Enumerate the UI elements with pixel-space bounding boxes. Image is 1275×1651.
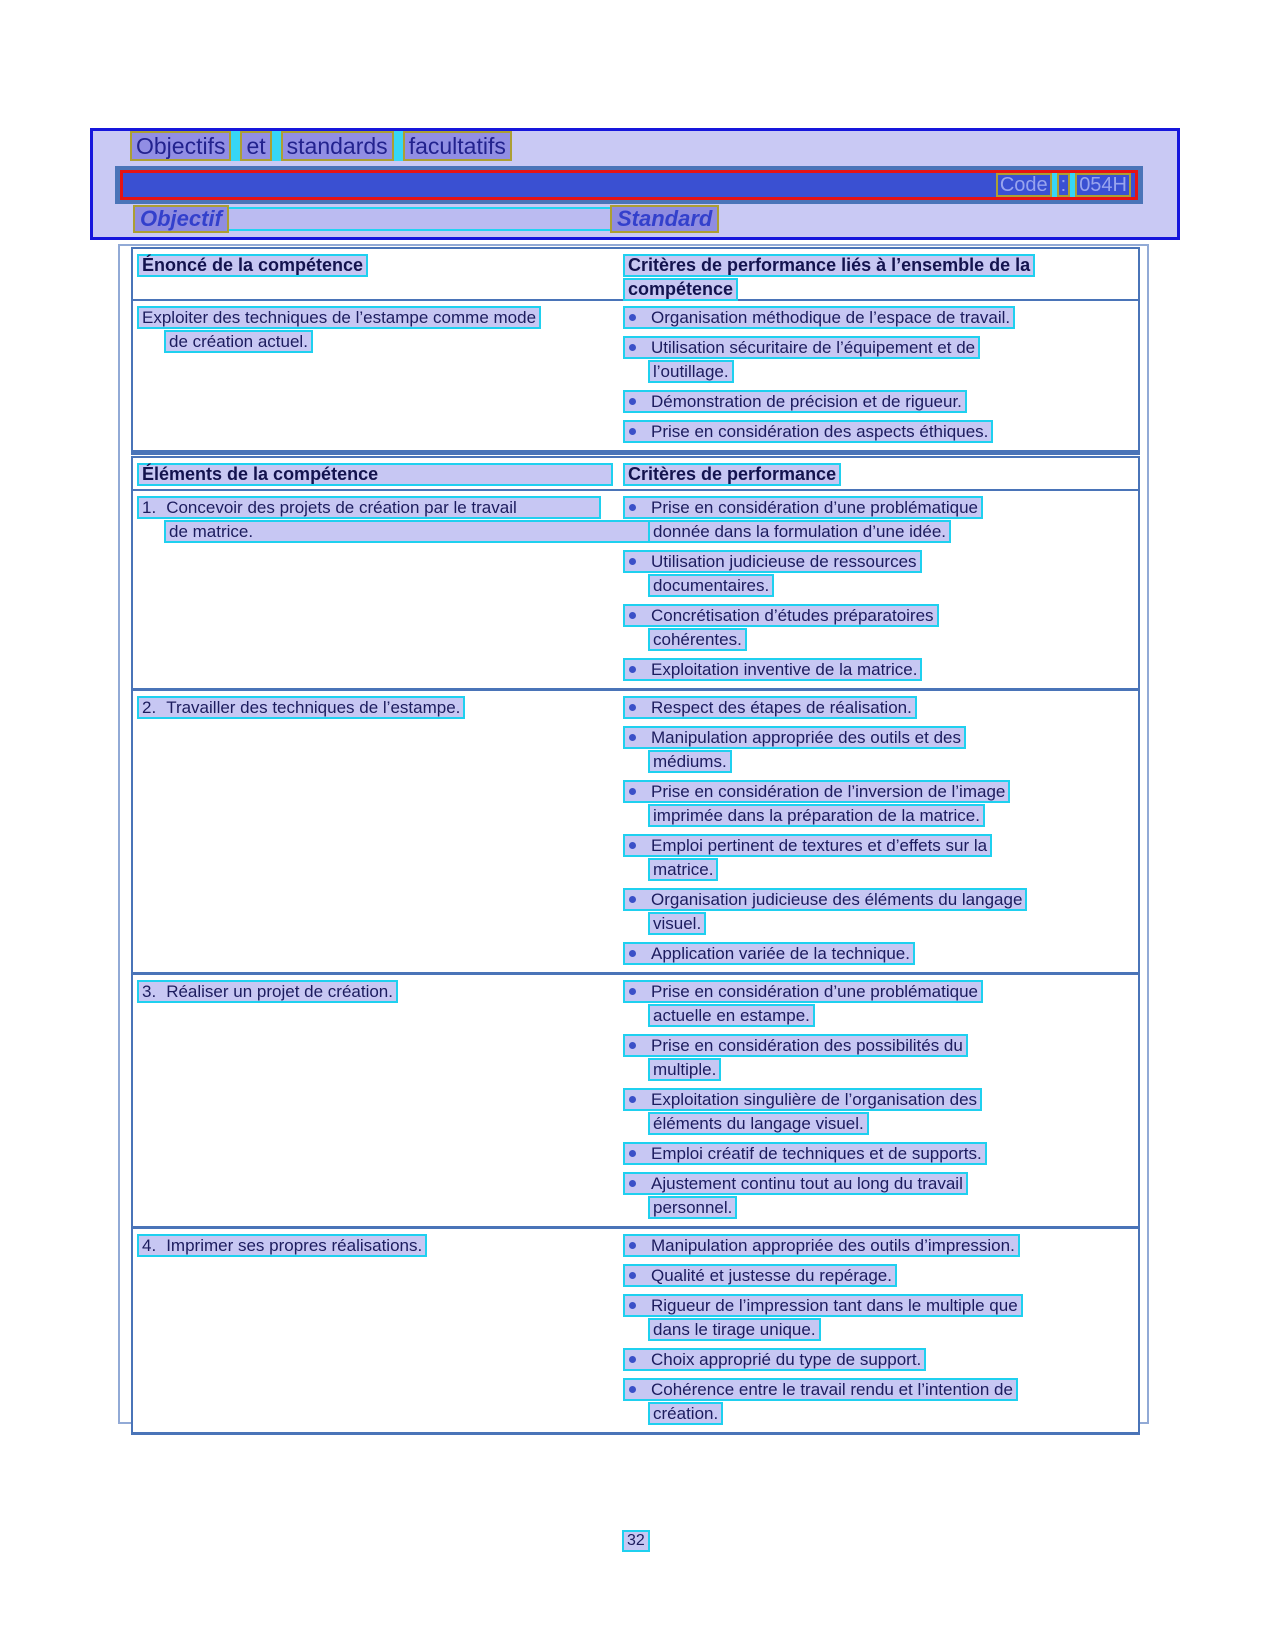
text-highlight	[648, 858, 718, 881]
criteria-line	[623, 1402, 1138, 1426]
text-highlight	[648, 1112, 869, 1135]
table-row	[133, 301, 1138, 450]
criteria-bullet	[623, 336, 1138, 384]
objectif-header: Objectif	[133, 205, 229, 233]
header-cell-left	[133, 458, 617, 489]
bullet-dot-icon	[629, 1180, 636, 1187]
statement-text: de création actuel.	[169, 332, 308, 351]
criteria-line	[623, 1294, 1138, 1318]
criteria-line	[623, 496, 1138, 520]
criteria-cell	[617, 1229, 1138, 1432]
criteria-text: Organisation méthodique de l’espace de travail.	[651, 308, 1011, 327]
criteria-bullet	[623, 390, 1138, 414]
text-highlight	[623, 1142, 987, 1165]
bullet-dot-icon	[629, 1096, 636, 1103]
criteria-text: matrice.	[653, 860, 714, 879]
text-highlight	[623, 696, 917, 719]
bullet-dot-icon	[629, 666, 636, 673]
criteria-text: Organisation judicieuse des éléments du langage	[651, 890, 1023, 909]
bullet-dot-icon	[629, 704, 636, 711]
document-title	[130, 131, 512, 161]
standard-header: Standard	[610, 205, 719, 233]
text-highlight	[623, 1088, 982, 1111]
text-highlight	[623, 550, 922, 573]
criteria-text: Manipulation appropriée des outils et des	[651, 728, 961, 747]
criteria-text: création.	[653, 1404, 719, 1423]
criteria-bullet	[623, 306, 1138, 330]
text-highlight	[623, 780, 1010, 803]
criteria-text: personnel.	[653, 1198, 733, 1217]
criteria-text: cohérentes.	[653, 630, 742, 649]
criteria-text: Emploi pertinent de textures et d’effets sur la	[651, 836, 988, 855]
word-gap-marker	[272, 131, 281, 161]
criteria-line	[623, 780, 1138, 804]
statement-line	[137, 980, 617, 1004]
bullet-dot-icon	[629, 988, 636, 995]
criteria-bullet	[623, 888, 1138, 936]
criteria-line	[623, 696, 1138, 720]
criteria-line	[623, 658, 1138, 682]
statement-cell	[133, 691, 617, 972]
text-highlight	[648, 1196, 737, 1219]
criteria-bullet	[623, 834, 1138, 882]
text-highlight	[648, 1318, 821, 1341]
text-highlight: 32	[622, 1530, 650, 1552]
bullet-dot-icon	[629, 788, 636, 795]
criteria-text: donnée dans la formulation d’une idée.	[653, 522, 946, 541]
text-highlight	[623, 496, 983, 519]
item-number: 2.	[142, 698, 157, 717]
criteria-bullet	[623, 696, 1138, 720]
criteria-text: Prise en considération d’une problématique	[651, 982, 978, 1001]
text-highlight	[623, 336, 980, 359]
criteria-bullet	[623, 550, 1138, 598]
text-highlight	[623, 1294, 1023, 1317]
text-highlight	[648, 628, 747, 651]
competence-table	[131, 247, 1140, 455]
bullet-dot-icon	[629, 504, 636, 511]
code-value	[120, 170, 1138, 200]
criteria-line	[623, 1318, 1138, 1342]
criteria-line	[623, 1234, 1138, 1258]
text-highlight	[137, 1234, 427, 1257]
text-highlight	[623, 1234, 1020, 1257]
item-number: 4.	[142, 1236, 157, 1255]
criteria-text: imprimée dans la préparation de la matrice.	[653, 806, 980, 825]
criteria-line	[623, 858, 1138, 882]
criteria-line	[623, 1196, 1138, 1220]
title-word: Objectifs	[130, 131, 231, 161]
criteria-text: Utilisation sécuritaire de l’équipement et de	[651, 338, 976, 357]
bullet-dot-icon	[629, 1302, 636, 1309]
elements-table	[131, 456, 1140, 1435]
criteria-line	[623, 520, 1138, 544]
text-highlight	[623, 980, 983, 1003]
criteria-text: Utilisation judicieuse de ressources	[651, 552, 917, 571]
text-highlight	[137, 980, 398, 1003]
text-highlight	[623, 1348, 926, 1371]
text-highlight	[623, 306, 1015, 329]
text-highlight: Énoncé de la compétence	[137, 254, 368, 277]
bullet-dot-icon	[629, 612, 636, 619]
text-highlight	[164, 330, 313, 353]
text-highlight	[623, 658, 922, 681]
criteria-line	[623, 1058, 1138, 1082]
text-highlight	[648, 1004, 815, 1027]
statement-text: Réaliser un projet de création.	[166, 982, 393, 1001]
criteria-bullet	[623, 604, 1138, 652]
criteria-bullet	[623, 780, 1138, 828]
criteria-text: Prise en considération de l’inversion de l’image	[651, 782, 1006, 801]
criteria-text: Ajustement continu tout au long du travail	[651, 1174, 963, 1193]
bullet-dot-icon	[629, 1242, 636, 1249]
text-highlight	[164, 520, 662, 543]
statement-cell	[133, 1229, 617, 1432]
criteria-line	[623, 604, 1138, 628]
title-word: et	[240, 131, 271, 161]
criteria-bullet	[623, 1234, 1138, 1258]
statement-text: Imprimer ses propres réalisations.	[166, 1236, 423, 1255]
statement-line	[137, 1234, 617, 1258]
criteria-line	[623, 1142, 1138, 1166]
bullet-dot-icon	[629, 1150, 636, 1157]
criteria-line	[623, 1112, 1138, 1136]
criteria-text: actuelle en estampe.	[653, 1006, 810, 1025]
criteria-text: Respect des étapes de réalisation.	[651, 698, 912, 717]
criteria-bullet	[623, 1264, 1138, 1288]
text-highlight: Critères de performance	[623, 463, 841, 486]
criteria-line	[623, 360, 1138, 384]
criteria-text: Démonstration de précision et de rigueur.	[651, 392, 962, 411]
code-word: :	[1057, 173, 1071, 197]
text-highlight	[623, 604, 939, 627]
bullet-dot-icon	[629, 1272, 636, 1279]
column-headers	[133, 205, 853, 235]
criteria-text: Emploi créatif de techniques et de supports.	[651, 1144, 982, 1163]
criteria-text: Qualité et justesse du repérage.	[651, 1266, 892, 1285]
text-highlight	[648, 1058, 721, 1081]
header-cell-right	[617, 458, 1138, 489]
criteria-line	[623, 550, 1138, 574]
criteria-bullet	[623, 420, 1138, 444]
text-highlight	[648, 912, 706, 935]
criteria-line	[623, 628, 1138, 652]
statement-line	[137, 496, 617, 520]
text-highlight	[648, 804, 985, 827]
statement-text: de matrice.	[169, 522, 254, 541]
code-bar	[115, 166, 1143, 204]
text-highlight	[137, 696, 465, 719]
criteria-text: éléments du langage visuel.	[653, 1114, 864, 1133]
bullet-dot-icon	[629, 1356, 636, 1363]
word-gap-marker	[394, 131, 403, 161]
criteria-bullet	[623, 496, 1138, 544]
criteria-line	[623, 390, 1138, 414]
criteria-line	[623, 1172, 1138, 1196]
bullet-dot-icon	[629, 558, 636, 565]
criteria-text: Prise en considération des possibilités du	[651, 1036, 963, 1055]
table-row	[133, 975, 1138, 1229]
statement-line	[137, 520, 617, 544]
statement-text: Travailler des techniques de l’estampe.	[166, 698, 461, 717]
text-highlight	[137, 306, 541, 329]
criteria-text: Choix approprié du type de support.	[651, 1350, 922, 1369]
criteria-line	[623, 726, 1138, 750]
bullet-dot-icon	[629, 950, 636, 957]
title-word: facultatifs	[403, 131, 512, 161]
text-highlight: compétence	[623, 278, 738, 301]
statement-text: Exploiter des techniques de l’estampe comme mode	[142, 308, 537, 327]
header-cell-right	[617, 249, 1138, 299]
criteria-text: médiums.	[653, 752, 727, 771]
criteria-bullet	[623, 1034, 1138, 1082]
code-word: Code	[996, 173, 1052, 197]
criteria-line	[623, 750, 1138, 774]
criteria-line	[623, 912, 1138, 936]
criteria-bullet	[623, 1088, 1138, 1136]
criteria-text: Prise en considération d’une problématique	[651, 498, 978, 517]
item-number: 3.	[142, 982, 157, 1001]
table-row	[133, 491, 1138, 691]
text-highlight: Critères de performance liés à l’ensemble de la	[623, 254, 1035, 277]
criteria-line	[623, 1034, 1138, 1058]
criteria-line	[623, 834, 1138, 858]
bullet-dot-icon	[629, 398, 636, 405]
criteria-text: visuel.	[653, 914, 702, 933]
bullet-dot-icon	[629, 344, 636, 351]
text-highlight	[137, 496, 601, 519]
criteria-text: dans le tirage unique.	[653, 1320, 816, 1339]
criteria-line	[623, 1264, 1138, 1288]
text-highlight	[648, 1402, 723, 1425]
bullet-dot-icon	[629, 734, 636, 741]
table-header-row	[133, 458, 1138, 491]
criteria-line	[623, 420, 1138, 444]
criteria-text: Concrétisation d’études préparatoires	[651, 606, 934, 625]
criteria-bullet	[623, 1348, 1138, 1372]
criteria-text: l’outillage.	[653, 362, 729, 381]
bullet-dot-icon	[629, 1386, 636, 1393]
criteria-text: Exploitation singulière de l’organisation des	[651, 1090, 978, 1109]
text-highlight: Éléments de la compétence	[137, 463, 613, 486]
criteria-bullet	[623, 980, 1138, 1028]
item-number: 1.	[142, 498, 157, 517]
statement-cell	[133, 491, 617, 688]
statement-cell	[133, 301, 617, 450]
criteria-line	[623, 1088, 1138, 1112]
text-highlight	[623, 1264, 897, 1287]
criteria-text: Manipulation appropriée des outils d’impression.	[651, 1236, 1015, 1255]
text-highlight	[623, 942, 915, 965]
statement-cell	[133, 975, 617, 1226]
bullet-dot-icon	[629, 314, 636, 321]
text-highlight	[648, 520, 951, 543]
criteria-cell	[617, 491, 1138, 688]
text-highlight	[623, 390, 967, 413]
criteria-text: documentaires.	[653, 576, 770, 595]
criteria-text: Prise en considération des aspects éthiques.	[651, 422, 989, 441]
criteria-line	[623, 942, 1138, 966]
bullet-dot-icon	[629, 842, 636, 849]
text-highlight	[623, 420, 993, 443]
criteria-cell	[617, 691, 1138, 972]
header-cell-left	[133, 249, 617, 299]
page-number	[622, 1530, 650, 1554]
statement-text: Concevoir des projets de création par le travail	[166, 498, 517, 517]
criteria-line	[623, 980, 1138, 1004]
criteria-line	[623, 1378, 1138, 1402]
statement-line	[137, 330, 617, 354]
criteria-line	[623, 804, 1138, 828]
text-highlight	[623, 888, 1027, 911]
criteria-text: Cohérence entre le travail rendu et l’intention de	[651, 1380, 1013, 1399]
table-header-row	[133, 249, 1138, 301]
criteria-text: Rigueur de l’impression tant dans le multiple que	[651, 1296, 1018, 1315]
criteria-bullet	[623, 942, 1138, 966]
code-word: 054H	[1075, 173, 1131, 197]
criteria-line	[623, 1348, 1138, 1372]
statement-line	[137, 306, 617, 330]
criteria-line	[623, 336, 1138, 360]
bullet-dot-icon	[629, 896, 636, 903]
text-highlight	[648, 750, 732, 773]
criteria-line	[623, 888, 1138, 912]
text-highlight	[623, 726, 966, 749]
title-word: standards	[281, 131, 394, 161]
bullet-dot-icon	[629, 1042, 636, 1049]
word-gap-marker	[231, 131, 240, 161]
text-highlight	[623, 1378, 1018, 1401]
criteria-bullet	[623, 726, 1138, 774]
bullet-dot-icon	[629, 428, 636, 435]
criteria-line	[623, 306, 1138, 330]
criteria-text: multiple.	[653, 1060, 717, 1079]
criteria-line	[623, 574, 1138, 598]
text-highlight	[648, 360, 734, 383]
table-row	[133, 691, 1138, 975]
statement-line	[137, 696, 617, 720]
text-highlight	[648, 574, 774, 597]
text-highlight	[623, 1034, 968, 1057]
text-highlight	[623, 1172, 968, 1195]
criteria-bullet	[623, 1378, 1138, 1426]
criteria-bullet	[623, 1142, 1138, 1166]
criteria-cell	[617, 975, 1138, 1226]
criteria-cell	[617, 301, 1138, 450]
table-row	[133, 1229, 1138, 1432]
criteria-line	[623, 1004, 1138, 1028]
text-highlight	[623, 834, 992, 857]
criteria-text: Exploitation inventive de la matrice.	[651, 660, 918, 679]
criteria-text: Application variée de la technique.	[651, 944, 910, 963]
criteria-bullet	[623, 658, 1138, 682]
criteria-bullet	[623, 1294, 1138, 1342]
title-banner	[90, 128, 1180, 240]
criteria-bullet	[623, 1172, 1138, 1220]
